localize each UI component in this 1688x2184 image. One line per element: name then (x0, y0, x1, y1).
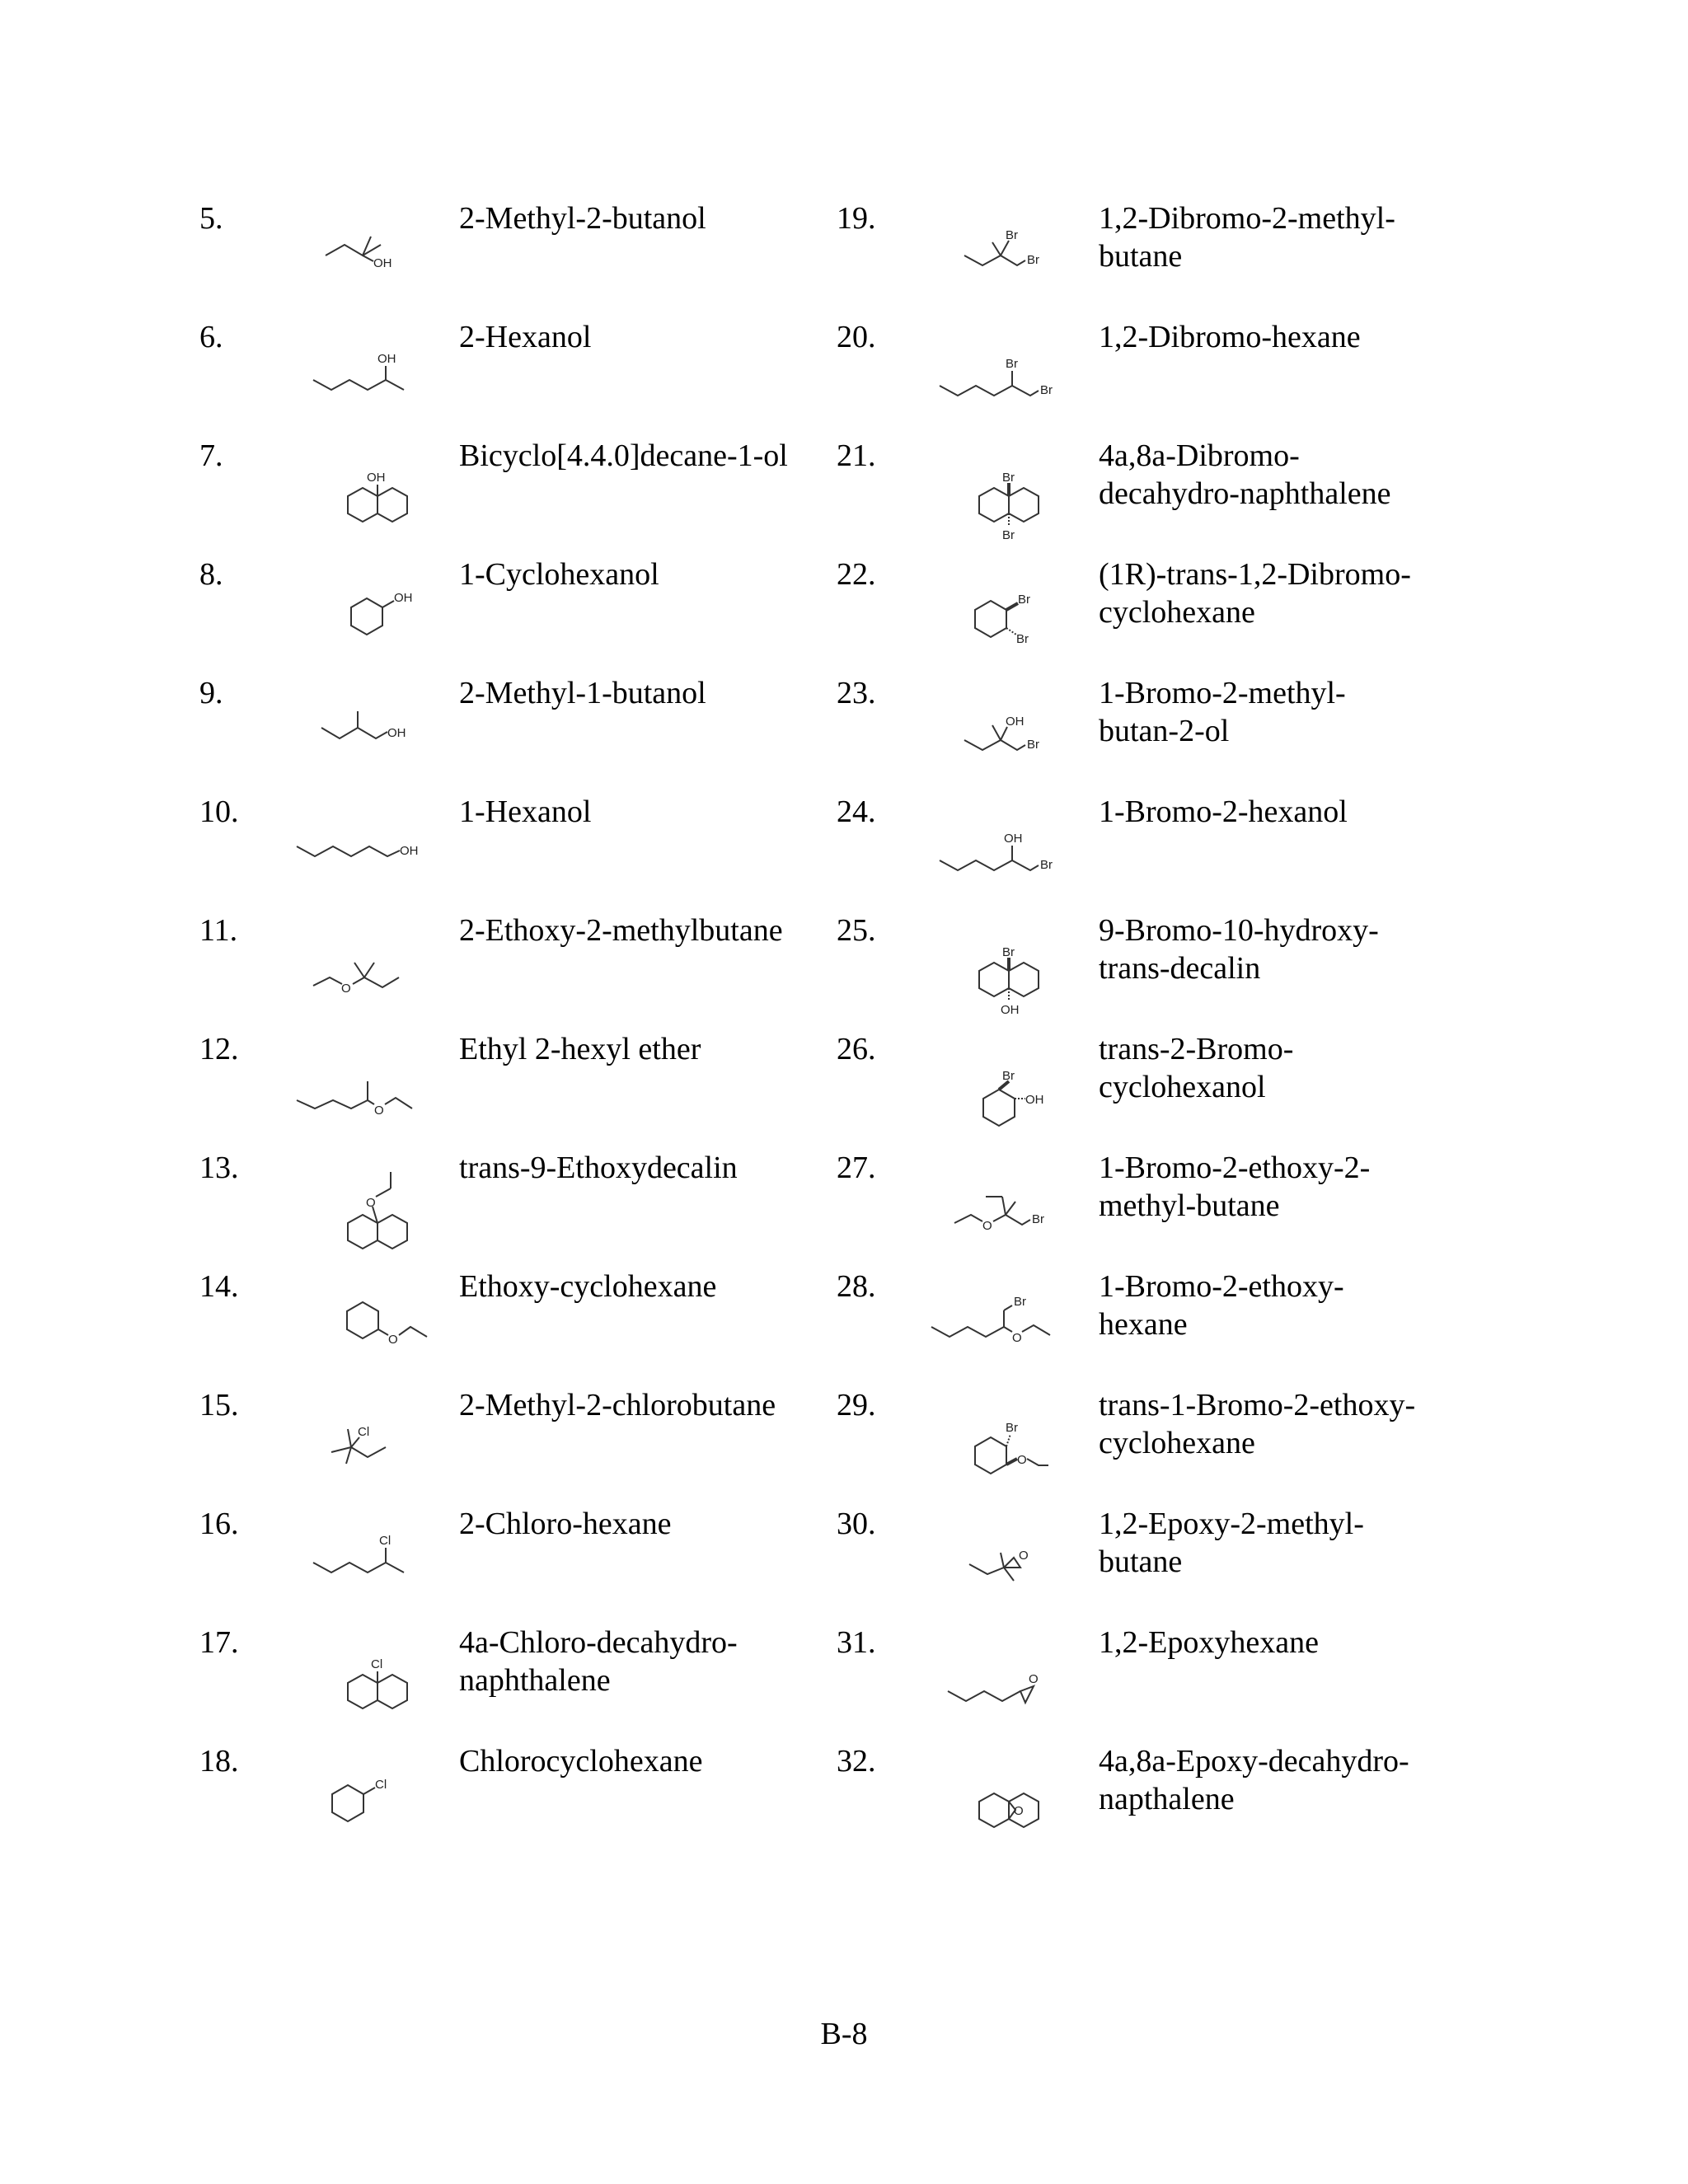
entry-number: 19. (837, 201, 876, 236)
svg-text:Br: Br (1040, 383, 1053, 397)
compound-name: Ethyl 2-hexyl ether (459, 1032, 701, 1066)
structure-dibromo-methylbutane (923, 199, 1121, 319)
compound-name: 1,2-Epoxyhexane (1099, 1625, 1319, 1660)
compound-name: trans-2-Bromo- cyclohexanol (1099, 1032, 1294, 1104)
structure-bromo-ethoxyhexane (923, 1268, 1121, 1387)
entry-number: 24. (837, 794, 876, 829)
svg-text:O: O (1019, 1549, 1029, 1563)
svg-text:O: O (1014, 1804, 1024, 1818)
svg-text:O: O (374, 1104, 384, 1118)
compound-name: 1-Bromo-2-ethoxy- hexane (1099, 1269, 1344, 1342)
svg-text:Br: Br (1032, 1212, 1044, 1226)
svg-text:Br: Br (1002, 1069, 1015, 1083)
entry-number: 9. (199, 676, 223, 710)
svg-text:Br: Br (1027, 738, 1039, 752)
structure-chlorodecalin (280, 1624, 478, 1743)
structure-dibromodecalin (923, 437, 1121, 556)
svg-text:Br: Br (1006, 228, 1018, 242)
compound-name: 9-Bromo-10-hydroxy- trans-decalin (1099, 913, 1379, 986)
structure-2-methyl-2-chlorobutane (280, 1386, 478, 1506)
svg-text:OH: OH (377, 352, 396, 366)
structure-ethoxycyclohexane (280, 1268, 478, 1387)
svg-text:O: O (388, 1333, 398, 1347)
compound-name: 2-Hexanol (459, 320, 592, 354)
entry-number: 18. (199, 1744, 239, 1779)
svg-text:Br: Br (1006, 357, 1018, 371)
entry-number: 26. (837, 1032, 876, 1066)
structure-2-methyl-2-butanol (280, 199, 478, 319)
compound-name: 2-Ethoxy-2-methylbutane (459, 913, 783, 948)
entry-number: 23. (837, 676, 876, 710)
compound-name: 1-Bromo-2-hexanol (1099, 794, 1348, 829)
entry-number: 22. (837, 557, 876, 592)
svg-text:Cl: Cl (379, 1534, 392, 1548)
svg-text:OH: OH (1004, 832, 1023, 846)
svg-text:O: O (1029, 1672, 1039, 1686)
svg-text:OH: OH (1006, 715, 1025, 729)
compound-name: 1-Hexanol (459, 794, 592, 829)
entry-number: 7. (199, 438, 223, 473)
svg-text:Br: Br (1002, 471, 1015, 485)
entry-number: 29. (837, 1388, 876, 1422)
compound-name: Chlorocyclohexane (459, 1744, 703, 1779)
structure-bicyclodecanol (280, 437, 478, 556)
structure-ethoxydecalin (280, 1149, 478, 1268)
svg-text:O: O (341, 982, 351, 996)
compound-name: 1,2-Dibromo-2-methyl- butane (1099, 201, 1395, 274)
entry-number: 21. (837, 438, 876, 473)
compound-name: (1R)-trans-1,2-Dibromo- cyclohexane (1099, 557, 1411, 630)
svg-text:O: O (366, 1196, 376, 1210)
entry-number: 17. (199, 1625, 239, 1660)
svg-text:OH: OH (1025, 1093, 1044, 1107)
entry-number: 31. (837, 1625, 876, 1660)
compound-name: 1-Cyclohexanol (459, 557, 659, 592)
svg-text:Cl: Cl (358, 1425, 370, 1439)
compound-name: 2-Methyl-2-butanol (459, 201, 706, 236)
entry-number: 6. (199, 320, 223, 354)
compound-name: 1,2-Epoxy-2-methyl- butane (1099, 1507, 1364, 1579)
svg-text:Br: Br (1016, 632, 1029, 646)
svg-text:Cl: Cl (371, 1657, 383, 1671)
svg-text:Br: Br (1002, 528, 1015, 542)
compound-name: 2-Methyl-2-chlorobutane (459, 1388, 776, 1422)
entry-number: 20. (837, 320, 876, 354)
structure-trans-bromo-ethoxycyclohexane (923, 1386, 1121, 1506)
svg-text:OH: OH (367, 471, 386, 485)
svg-text:O: O (1017, 1453, 1027, 1467)
compound-name: 4a,8a-Dibromo- decahydro-naphthalene (1099, 438, 1391, 511)
structure-epoxy-methylbutane (923, 1505, 1121, 1624)
structure-trans-bromocyclohexanol (923, 1030, 1121, 1150)
svg-text:Br: Br (1006, 1421, 1018, 1435)
entry-number: 10. (199, 794, 239, 829)
svg-text:Br: Br (1002, 945, 1015, 959)
entry-number: 14. (199, 1269, 239, 1304)
compound-name: 2-Methyl-1-butanol (459, 676, 706, 710)
structure-2-methyl-1-butanol (280, 674, 478, 794)
structure-bromo-ethoxy-methylbutane (923, 1149, 1121, 1268)
compound-name: 1,2-Dibromo-hexane (1099, 320, 1361, 354)
entry-number: 25. (837, 913, 876, 948)
svg-text:Br: Br (1014, 1295, 1026, 1309)
compound-name: 1-Bromo-2-methyl- butan-2-ol (1099, 676, 1346, 748)
svg-text:OH: OH (400, 844, 419, 858)
svg-text:O: O (1012, 1331, 1022, 1345)
structure-bromo-methylbutanol (923, 674, 1121, 794)
structure-epoxydecalin (923, 1742, 1121, 1862)
compound-name: trans-1-Bromo-2-ethoxy- cyclohexane (1099, 1388, 1416, 1460)
structure-chlorocyclohexane (280, 1742, 478, 1862)
entry-number: 32. (837, 1744, 876, 1779)
structure-bromo-hydroxydecalin (923, 912, 1121, 1031)
structure-bromohexanol (923, 793, 1121, 912)
entry-number: 16. (199, 1507, 239, 1541)
compound-name: Bicyclo[4.4.0]decane-1-ol (459, 438, 788, 473)
structure-ethyl-2-hexyl-ether (280, 1030, 478, 1150)
structure-dibromohexane (923, 318, 1121, 438)
entry-number: 30. (837, 1507, 876, 1541)
entry-number: 8. (199, 557, 223, 592)
entry-number: 5. (199, 201, 223, 236)
svg-text:OH: OH (394, 591, 413, 605)
structure-2-chlorohexane (280, 1505, 478, 1624)
structure-trans-dibromocyclohexane (923, 555, 1121, 675)
entry-number: 11. (199, 913, 238, 948)
entry-number: 13. (199, 1151, 239, 1185)
compound-name: trans-9-Ethoxydecalin (459, 1151, 738, 1185)
svg-text:OH: OH (387, 726, 406, 740)
svg-text:Br: Br (1040, 858, 1053, 872)
structure-2-ethoxy-2-methylbutane (280, 912, 478, 1031)
entry-number: 27. (837, 1151, 876, 1185)
page-number: B-8 (820, 2017, 868, 2051)
structure-2-hexanol (280, 318, 478, 438)
structure-epoxyhexane (923, 1624, 1121, 1743)
entry-number: 12. (199, 1032, 239, 1066)
compound-name: 2-Chloro-hexane (459, 1507, 672, 1541)
compound-name: Ethoxy-cyclohexane (459, 1269, 717, 1304)
compound-name: 1-Bromo-2-ethoxy-2- methyl-butane (1099, 1151, 1371, 1223)
structure-1-hexanol (280, 793, 478, 912)
svg-text:Br: Br (1018, 593, 1030, 607)
svg-text:OH: OH (1001, 1003, 1020, 1017)
structure-cyclohexanol (280, 555, 478, 675)
entry-number: 28. (837, 1269, 876, 1304)
svg-text:O: O (982, 1219, 992, 1233)
svg-text:OH: OH (373, 256, 392, 270)
svg-text:Cl: Cl (375, 1778, 387, 1792)
entry-number: 15. (199, 1388, 239, 1422)
compound-name: 4a,8a-Epoxy-decahydro- napthalene (1099, 1744, 1409, 1816)
svg-text:Br: Br (1027, 253, 1039, 267)
compound-name: 4a-Chloro-decahydro- naphthalene (459, 1625, 738, 1698)
